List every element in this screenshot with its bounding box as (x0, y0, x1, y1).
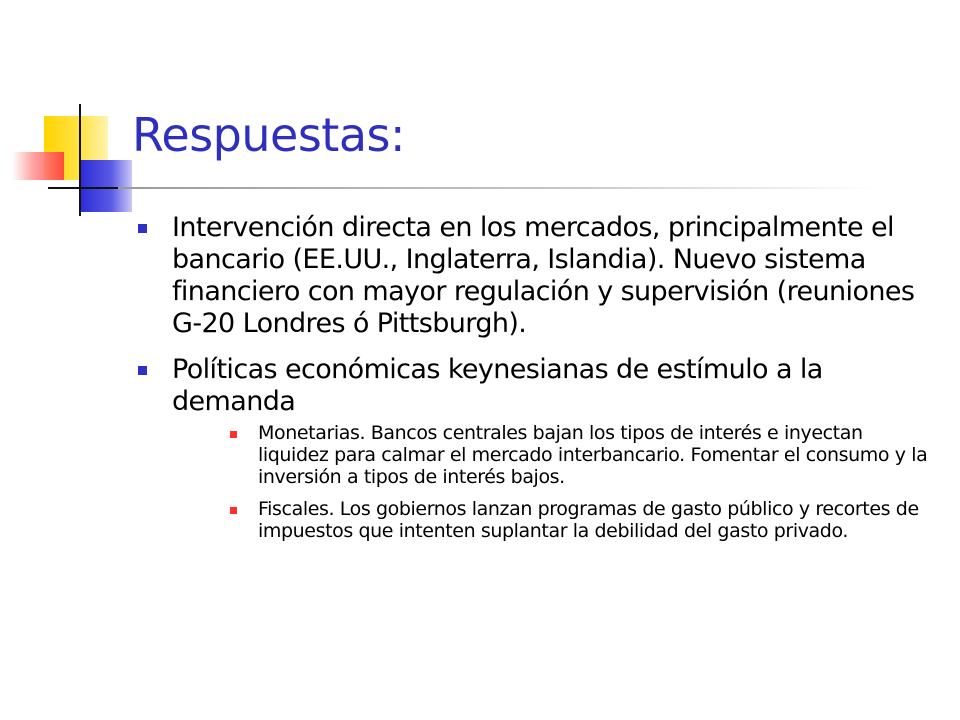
bullet-item (128, 354, 928, 542)
sub-bullet-text: Monetarias. Bancos centrales bajan los tipos de interés e inyectan liquidez para calmar el mercado interbancario. Fomentar el consumo y la inversión a tipos de interés bajos. (258, 422, 928, 488)
sub-bullet-list (172, 422, 928, 542)
square-sub-bullet-icon (230, 431, 237, 438)
logo-vertical-line (79, 104, 81, 216)
sub-bullet-text: Fiscales. Los gobiernos lanzan programas de gasto público y recortes de impuestos que intenten suplantar la debilidad del gasto privado. (258, 498, 919, 542)
bullet-text: Intervención directa en los mercados, principalmente el bancario (EE.UU., Inglaterra, Islandia). Nuevo sistema financiero con mayor regulación y supervisión (reuniones G-20 Londres ó Pittsburgh). (172, 212, 915, 339)
square-sub-bullet-icon (230, 507, 237, 514)
bullet-list (128, 212, 928, 556)
title-underline-rule (118, 187, 878, 189)
slide-title: Respuestas: (132, 108, 405, 162)
bullet-item (128, 212, 928, 340)
logo-red-bar (12, 152, 64, 180)
logo-horizontal-line (48, 187, 118, 189)
square-bullet-icon (138, 366, 147, 375)
square-bullet-icon (138, 224, 147, 233)
bullet-text: Políticas económicas keynesianas de estímulo a la demanda (172, 354, 823, 417)
sub-bullet-item (172, 498, 928, 542)
sub-bullet-item (172, 422, 928, 488)
logo-blue-square (80, 160, 132, 212)
